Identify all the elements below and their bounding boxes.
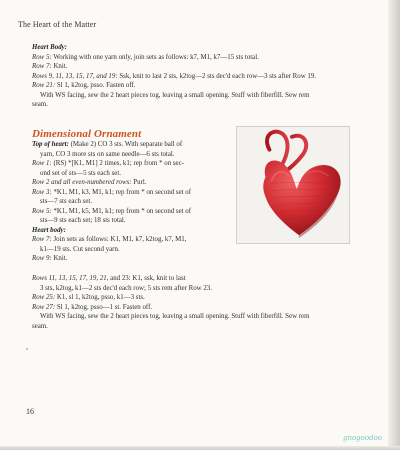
heart-ornament-photo (236, 126, 350, 244)
instruction-line (32, 207, 229, 217)
instruction-line (32, 226, 229, 236)
instruction-line (32, 81, 380, 91)
instruction-line (32, 169, 229, 179)
row-text: yarn, CO 3 more sts on same needle—6 sts total. (40, 150, 175, 158)
heart-body-heading: Heart Body: (32, 44, 68, 51)
row-label: Row 3: (32, 188, 52, 196)
print-mark (26, 348, 28, 350)
instruction-line (32, 150, 229, 160)
instruction-line (32, 72, 380, 82)
row-label: Row 27: (32, 303, 56, 311)
instruction-line (32, 312, 382, 322)
row-text: Working with one yarn only, join sets as follows: k7, M1, k7—15 sts total. (51, 53, 259, 61)
running-head: The Heart of the Matter (18, 20, 97, 29)
row-label: Row 5: (32, 53, 52, 61)
instruction-line (32, 235, 229, 245)
dimensional-instructions (32, 140, 229, 264)
row-text: Purl. (131, 179, 147, 187)
instruction-line (32, 274, 382, 284)
row-label: Row 5: (32, 207, 52, 215)
row-text: k1—19 sts. Cut second yarn. (40, 245, 120, 253)
instruction-line (32, 245, 229, 255)
row-text: and 23: K1, ssk, knit to last (108, 275, 186, 282)
instruction-line (32, 91, 380, 101)
row-text: K1, sl 1, k2tog, psso, k1—3 sts. (55, 294, 145, 302)
instruction-line (32, 188, 229, 198)
row-label: Rows 11, 13, 15, 17, 19, 21, (32, 275, 109, 282)
instruction-line (32, 216, 229, 226)
instruction-line (32, 178, 229, 188)
row-label: Row 25: (32, 294, 56, 302)
row-text: Knit. (51, 63, 68, 71)
row-text: (RS) *[K1, M1] 2 times, k1; rep from * on sec- (51, 160, 184, 168)
page-number: 16 (26, 407, 34, 416)
top-instructions (32, 43, 380, 110)
row-text: *K1, M1, k5, M1, k1; rep from * on second set of (51, 207, 192, 215)
row-text: With WS facing, sew the 2 heart pieces tog, leaving a small opening. Stuff with fiberfill. Sew rem (40, 313, 310, 321)
row-text: *K1, M1, k3, M1, k1; rep from * on second set of (51, 188, 192, 196)
heart-body-subheading: Heart body: (32, 226, 66, 234)
row-text: ond set of sts—5 sts each set. (40, 169, 121, 177)
instruction-line (32, 62, 380, 72)
row-text: seam. (32, 322, 48, 330)
row-label: Row 7: (32, 63, 52, 71)
row-label: Row 9: (32, 255, 52, 263)
row-text: 3 sts, k2tog, k1—2 sts dec'd each row; 5 sts rem after Row 23. (40, 284, 212, 292)
instruction-line (32, 100, 380, 110)
watermark: gnogoodoo (342, 434, 382, 442)
top-of-heart-label: Top of heart: (32, 141, 69, 148)
row-text: Join sets as follows: K1, M1, k7, k2tog, k7, M1, (51, 236, 187, 244)
instruction-line (32, 284, 382, 294)
instruction-line (32, 197, 229, 207)
instruction-line (32, 254, 229, 264)
row-label: Rows 9, 11, 13, 15, 17, and 19: (32, 72, 118, 80)
row-text: Sl 1, k2tog, psso—1 st. Fasten off. (55, 303, 153, 311)
instruction-line (32, 159, 229, 169)
row-label: Row 21: (32, 82, 56, 90)
row-text: (Make 2) CO 3 sts. With separate ball of (68, 141, 183, 148)
row-text: sts—9 sts each set; 18 sts total. (40, 217, 126, 225)
row-text: With WS facing, sew the 2 heart pieces tog, leaving a small opening. Stuff with fiberfill. Sew rem (40, 91, 310, 99)
row-text: Ssk, knit to last 2 sts, k2tog—2 sts dec'd each row—3 sts after Row 19. (117, 72, 316, 80)
bottom-edge-shadow (0, 446, 400, 450)
row-text: seam. (32, 101, 48, 109)
instruction-line (32, 322, 382, 332)
row-label: Row 2 and all even-numbered rows: (32, 179, 132, 187)
instruction-line (32, 140, 229, 150)
row-text: sts—7 sts each set. (40, 198, 93, 206)
row-text: Sl 1, k2tog, psso. Fasten off. (55, 82, 136, 90)
row-text: Knit. (51, 255, 68, 263)
instruction-line (32, 303, 382, 313)
section-title: Dimensional Ornament (32, 128, 142, 140)
bottom-instructions (32, 274, 382, 331)
heart-ornament-illustration (237, 127, 349, 243)
instruction-line (32, 53, 380, 63)
row-label: Row 7: (32, 236, 52, 244)
row-label: Row 1: (32, 160, 52, 168)
instruction-line (32, 293, 382, 303)
page-edge-shadow (388, 0, 400, 450)
